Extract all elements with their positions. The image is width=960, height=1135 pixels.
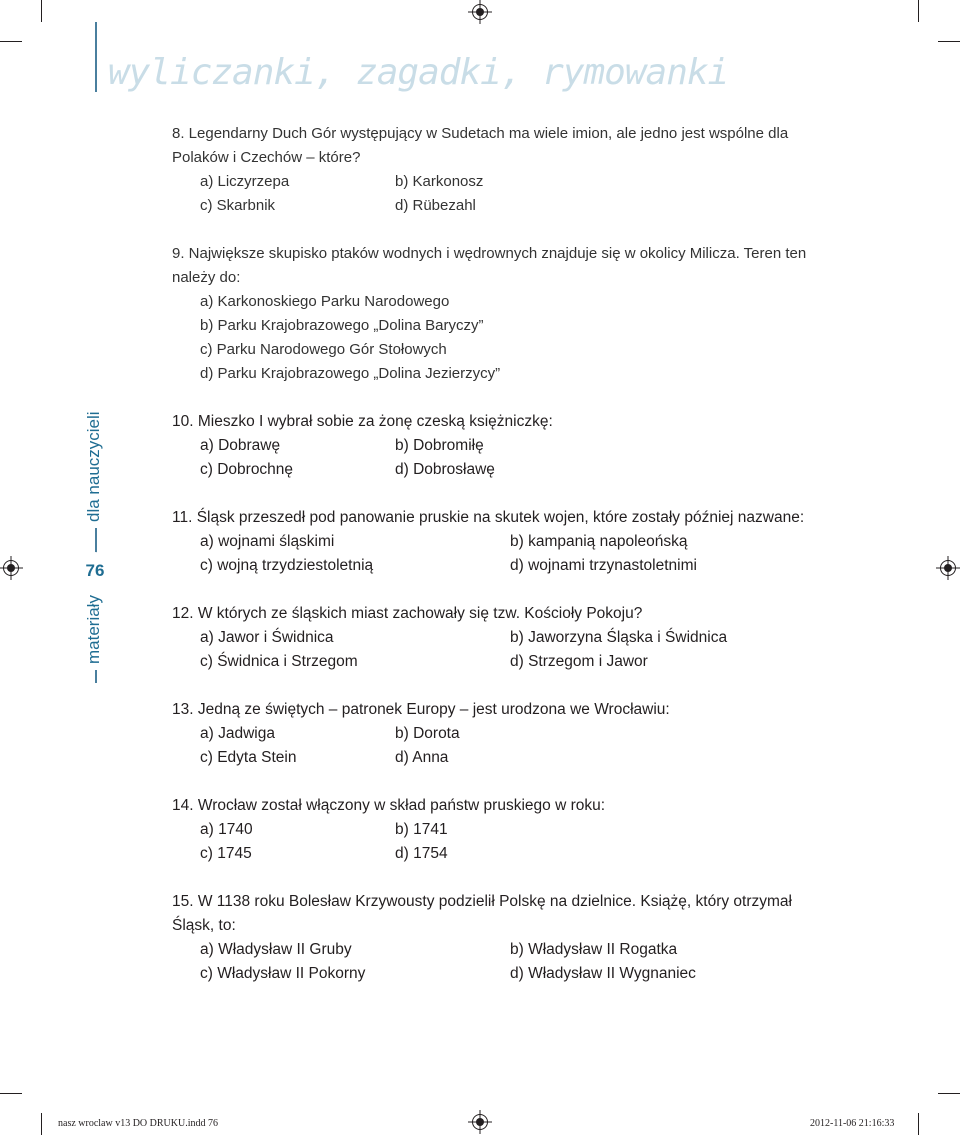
crop-mark bbox=[938, 1093, 960, 1094]
question-12 bbox=[172, 602, 812, 674]
crop-mark bbox=[0, 41, 22, 42]
options bbox=[200, 434, 812, 482]
options bbox=[200, 626, 812, 674]
footer-file: nasz wroclaw v13 DO DRUKU.indd 76 bbox=[58, 1118, 218, 1129]
options bbox=[200, 170, 812, 218]
options bbox=[200, 530, 812, 578]
option-b: b) Dobromiłę bbox=[395, 437, 484, 454]
option-b: b) Władysław II Rogatka bbox=[510, 941, 678, 958]
sidebar-text-top: dla nauczycieli bbox=[84, 405, 104, 528]
option-c: c) 1745 bbox=[200, 845, 252, 862]
footer-timestamp: 2012-11-06 21:16:33 bbox=[810, 1118, 895, 1129]
registration-mark-icon bbox=[472, 4, 488, 20]
option-a: a) 1740 bbox=[200, 821, 253, 838]
crop-mark bbox=[918, 1113, 919, 1135]
question-text: 10. Mieszko I wybrał sobie za żonę czeską księżniczkę: bbox=[172, 413, 553, 430]
question-9 bbox=[172, 242, 812, 386]
crop-mark bbox=[41, 1113, 42, 1135]
option-d: d) Władysław II Wygnaniec bbox=[510, 965, 696, 982]
option-a: a) Jawor i Świdnica bbox=[200, 629, 334, 646]
question-text: 9. Największe skupisko ptaków wodnych i wędrownych znajduje się w okolicy Milicza. Teren ten należy do: bbox=[172, 245, 807, 286]
registration-mark-icon bbox=[472, 1114, 488, 1130]
questions-list bbox=[172, 122, 812, 1010]
option-d: d) Strzegom i Jawor bbox=[510, 653, 648, 670]
page-number: 76 bbox=[76, 552, 114, 590]
question-10 bbox=[172, 410, 812, 482]
question-text: 11. Śląsk przeszedł pod panowanie pruskie na skutek wojen, które zostały później nazwane: bbox=[172, 509, 805, 526]
options bbox=[200, 818, 812, 866]
header-title: wyliczanki, zagadki, rymowanki bbox=[108, 52, 729, 93]
registration-mark-icon bbox=[940, 560, 956, 576]
options bbox=[200, 938, 812, 986]
registration-mark-icon bbox=[3, 560, 19, 576]
question-text: 14. Wrocław został włączony w skład państw pruskiego w roku: bbox=[172, 797, 606, 814]
option-c: c) wojną trzydziestoletnią bbox=[200, 557, 374, 574]
question-text: 12. W których ze śląskich miast zachowały się tzw. Kościoły Pokoju? bbox=[172, 605, 643, 622]
option-b: b) Dorota bbox=[395, 725, 460, 742]
option-a: a) Karkonoskiego Parku Narodowego bbox=[200, 293, 450, 310]
option-a: a) Władysław II Gruby bbox=[200, 941, 352, 958]
options bbox=[200, 722, 812, 770]
option-c: c) Świdnica i Strzegom bbox=[200, 653, 358, 670]
question-text: 8. Legendarny Duch Gór występujący w Sudetach ma wiele imion, ale jedno jest wspólne dla Polaków i Czechów – które? bbox=[172, 125, 789, 166]
question-text: 13. Jedną ze świętych – patronek Europy – jest urodzona we Wrocławiu: bbox=[172, 701, 670, 718]
question-11 bbox=[172, 506, 812, 578]
options bbox=[200, 290, 812, 386]
option-b: b) Jaworzyna Śląska i Świdnica bbox=[510, 629, 728, 646]
crop-mark bbox=[41, 0, 42, 22]
option-a: a) Liczyrzepa bbox=[200, 173, 290, 190]
option-a: a) Dobrawę bbox=[200, 437, 281, 454]
option-a: a) wojnami śląskimi bbox=[200, 533, 335, 550]
option-d: d) Rübezahl bbox=[395, 197, 476, 214]
question-13 bbox=[172, 698, 812, 770]
question-8 bbox=[172, 122, 812, 218]
option-d: d) Anna bbox=[395, 749, 449, 766]
option-c: c) Skarbnik bbox=[200, 197, 276, 214]
option-d: d) wojnami trzynastoletnimi bbox=[510, 557, 697, 574]
option-d: d) Dobrosławę bbox=[395, 461, 495, 478]
option-b: b) 1741 bbox=[395, 821, 448, 838]
question-15 bbox=[172, 890, 812, 986]
crop-mark bbox=[938, 41, 960, 42]
question-14 bbox=[172, 794, 812, 866]
option-c: c) Władysław II Pokorny bbox=[200, 965, 366, 982]
option-a: a) Jadwiga bbox=[200, 725, 275, 742]
sidebar-text-bottom: materiały bbox=[84, 589, 104, 670]
option-b: b) kampanią napoleońską bbox=[510, 533, 688, 550]
option-c: c) Edyta Stein bbox=[200, 749, 297, 766]
option-b: b) Karkonosz bbox=[395, 173, 484, 190]
option-d: d) 1754 bbox=[395, 845, 448, 862]
option-d: d) Parku Krajobrazowego „Dolina Jezierzycy” bbox=[200, 365, 501, 382]
header-rule bbox=[95, 22, 97, 92]
option-b: b) Parku Krajobrazowego „Dolina Baryczy” bbox=[200, 317, 484, 334]
crop-mark bbox=[0, 1093, 22, 1094]
option-c: c) Parku Narodowego Gór Stołowych bbox=[200, 341, 447, 358]
option-c: c) Dobrochnę bbox=[200, 461, 294, 478]
question-text: 15. W 1138 roku Bolesław Krzywousty podzielił Polskę na dzielnice. Książę, który otrzymał Śląsk, to: bbox=[172, 893, 792, 934]
crop-mark bbox=[918, 0, 919, 22]
